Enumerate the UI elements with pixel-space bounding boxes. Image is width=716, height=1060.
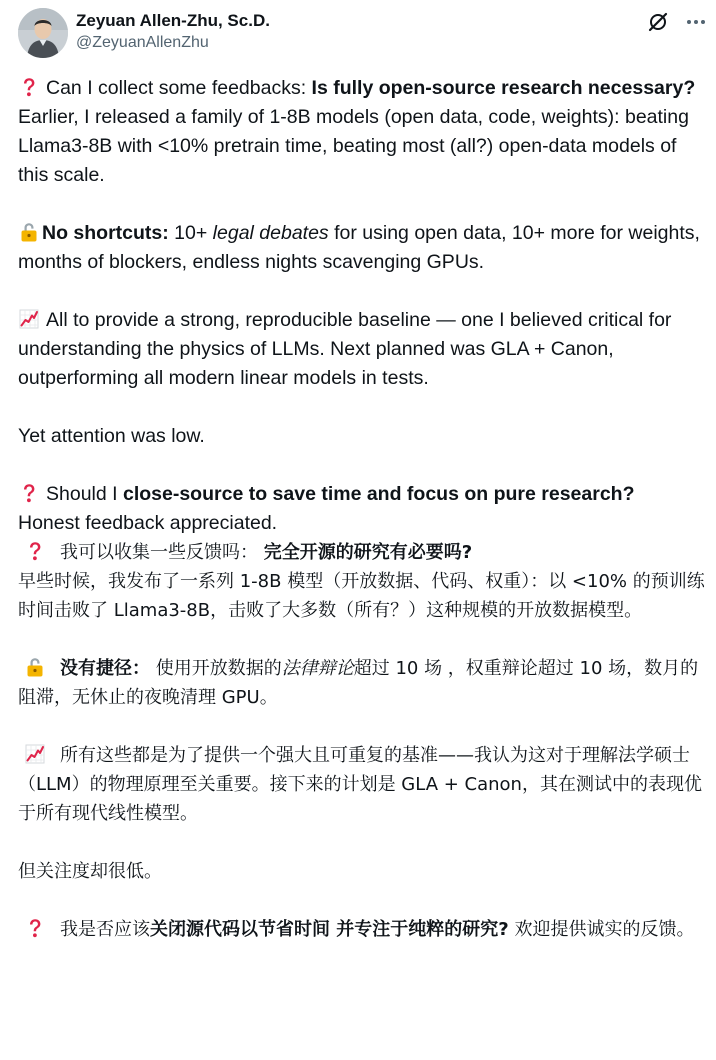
- post-actions-top: [646, 10, 708, 34]
- zh-shortcuts-text-a: 使用开放数据的: [150, 658, 282, 679]
- question-mark-emoji: [24, 917, 46, 939]
- en-question-bold: Is fully open-source research necessary?: [311, 77, 696, 99]
- zh-question-bold: 完全开源的研究有必要吗?: [263, 542, 473, 563]
- lock-emoji: [24, 656, 46, 678]
- zh-shortcuts-bold: 没有捷径：: [60, 658, 150, 679]
- en-closesource-bold: close-source to save time and focus on pure research?: [122, 483, 635, 505]
- en-paragraph-shortcuts: [18, 219, 708, 277]
- question-mark-emoji: [24, 540, 46, 562]
- chart-increasing-emoji: [24, 743, 46, 765]
- en-paragraph-attention: Yet attention was low.: [18, 425, 205, 447]
- author-names: [76, 8, 270, 54]
- lock-emoji: [18, 221, 40, 243]
- avatar[interactable]: [18, 8, 68, 58]
- en-paragraph-release: Earlier, I released a family of 1-8B models (open data, code, weights): beating Llama3-8B with <10% pretrain time, beating most (all?) open-data models of this scale.: [18, 106, 689, 186]
- en-shortcuts-text-a: 10+: [168, 222, 213, 244]
- zh-paragraph-release: 早些时候，我发布了一系列 1-8B 模型（开放数据、代码、权重）：以 <10% 的预训练时间击败了 Llama3-8B，击败了大多数（所有？）这种规模的开放数据模型。: [18, 571, 705, 621]
- zh-feedback-text: 欢迎提供诚实的反馈。: [508, 919, 695, 940]
- zh-translation: [18, 538, 708, 944]
- question-mark-emoji: [18, 76, 40, 98]
- en-paragraph-feedback: Honest feedback appreciated.: [18, 512, 278, 534]
- en-legal-debates: legal debates: [212, 222, 329, 244]
- more-icon[interactable]: [684, 10, 708, 34]
- post-body: [18, 74, 708, 944]
- en-closesource-intro: Should I: [46, 483, 123, 505]
- zh-question-intro: 我可以收集一些反馈吗：: [60, 542, 264, 563]
- zh-closesource-bold: 关闭源代码以节省时间 并专注于纯粹的研究?: [150, 919, 509, 940]
- en-paragraph-closesource: [18, 480, 708, 509]
- chart-increasing-emoji: [18, 308, 40, 330]
- en-shortcuts-text-b: for using open data, 10+ more for weights, months of blockers, endless nights scavenging GPUs.: [18, 222, 700, 273]
- zh-baseline-text: 所有这些都是为了提供一个强大且可重复的基准——我认为这对于理解法学硕士（LLM）的物理原理至关重要。接下来的计划是 GLA + Canon，其在测试中的表现优于所有现代线性模型。: [18, 745, 702, 824]
- en-paragraph-question: [18, 74, 708, 103]
- en-shortcuts-bold: No shortcuts:: [42, 222, 169, 244]
- zh-closesource-intro: 我是否应该: [60, 919, 150, 940]
- author-handle[interactable]: @ZeyuanAllenZhu: [76, 34, 209, 51]
- post-header: [18, 8, 708, 60]
- author-display-name[interactable]: Zeyuan Allen-Zhu, Sc.D.: [76, 11, 270, 30]
- zh-paragraph-shortcuts: [18, 654, 708, 712]
- question-mark-emoji: [18, 482, 40, 504]
- zh-legal-debates: 法律辩论: [281, 658, 354, 679]
- zh-paragraph-baseline: [18, 741, 708, 828]
- en-question-intro: Can I collect some feedbacks:: [46, 77, 312, 99]
- zh-paragraph-closesource: [18, 915, 708, 944]
- zh-paragraph-attention: 但关注度却很低。: [18, 861, 162, 882]
- grok-icon[interactable]: [646, 10, 670, 34]
- en-baseline-text: All to provide a strong, reproducible baseline — one I believed critical for understanding the physics of LLMs. Next planned was GLA + Canon, outperforming all modern linear models in tests.: [18, 309, 672, 389]
- zh-paragraph-question: [18, 538, 708, 567]
- en-paragraph-baseline: [18, 306, 708, 393]
- zh-shortcuts-text-b: 超过 10 场 ，权重辩论超过 10 场，数月的阻滞，无休止的夜晚清理 GPU。: [18, 658, 699, 708]
